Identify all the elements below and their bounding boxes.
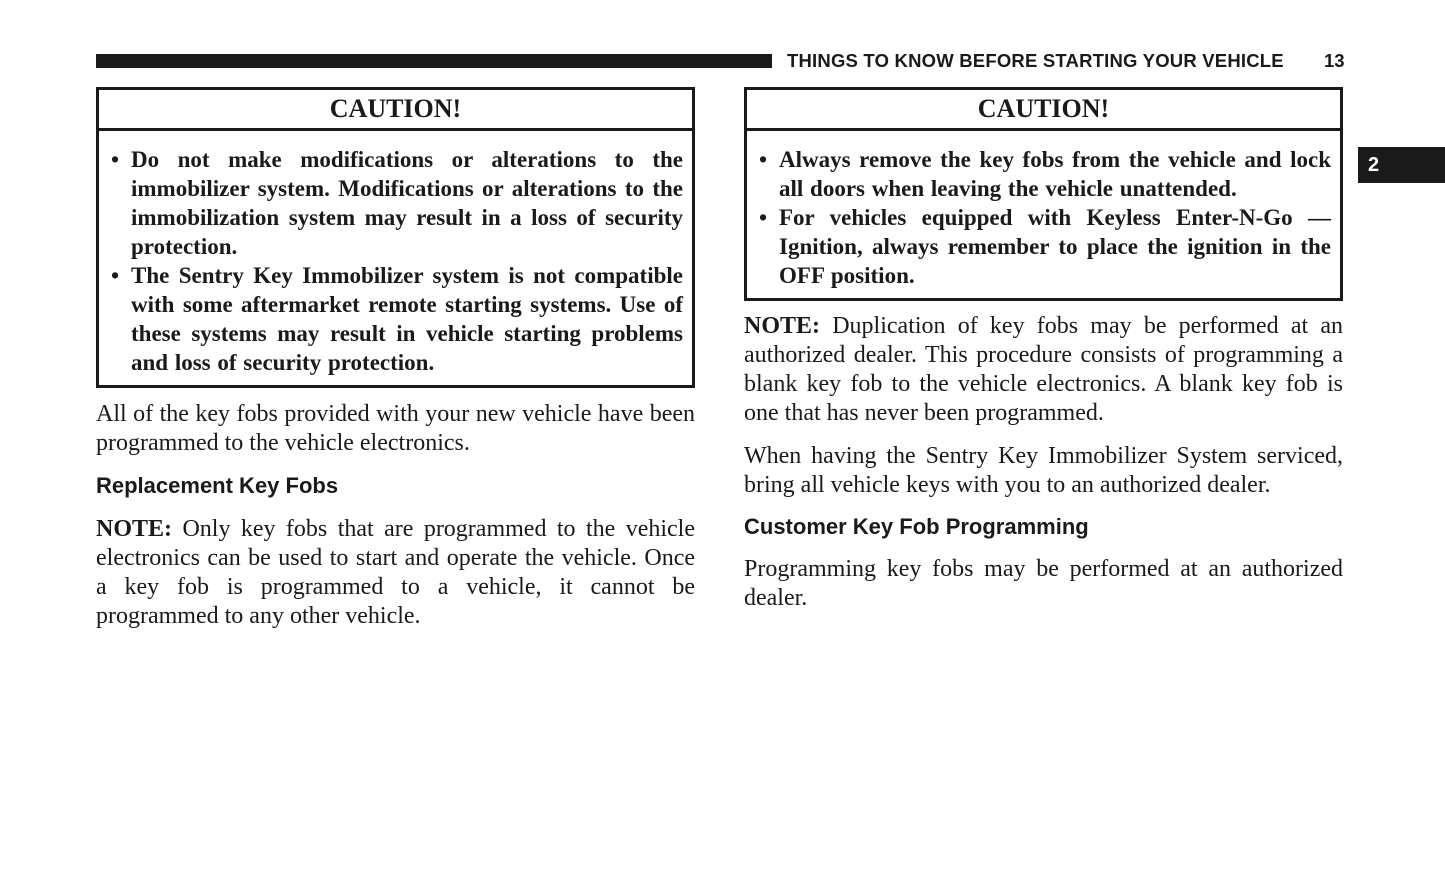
caution-list <box>99 131 692 385</box>
note-text: Duplication of key fobs may be performed at an authorized dealer. This procedure consists of programming a blank key fob to the vehicle electronics. A blank key fob is one that has never been programmed. <box>744 313 1343 426</box>
paragraph-programming-dealer: Programming key fobs may be performed at an authorized dealer. <box>744 556 1343 611</box>
chapter-tab: 2 <box>1358 147 1445 183</box>
caution-box-key-fobs <box>744 87 1343 301</box>
caution-title: CAUTION! <box>99 90 692 131</box>
heading-replacement-key-fobs: Replacement Key Fobs <box>96 473 339 498</box>
right-column <box>744 87 1343 613</box>
note-label: NOTE: <box>96 516 173 542</box>
note-text: Only key fobs that are programmed to the vehicle electronics can be used to start and operate the vehicle. Once a key fob is programmed to a vehicle, it cannot be programmed to any other vehicle. <box>96 516 695 629</box>
caution-item: • Always remove the key fobs from the vehicle and lock all doors when leaving the vehicle unattended. <box>759 145 1331 203</box>
caution-box-immobilizer <box>96 87 695 388</box>
left-column <box>96 87 695 631</box>
caution-item: • For vehicles equipped with Keyless Enter-N-Go — Ignition, always remember to place the ignition in the OFF position. <box>759 203 1331 290</box>
header-rule <box>96 54 772 68</box>
caution-title: CAUTION! <box>747 90 1340 131</box>
running-header-title: THINGS TO KNOW BEFORE STARTING YOUR VEHICLE <box>787 50 1284 71</box>
paragraph-programmed-fobs: All of the key fobs provided with your new vehicle have been programmed to the vehicle electronics. <box>96 401 695 456</box>
caution-item: • Do not make modifications or alterations to the immobilizer system. Modifications or alterations to the immobilization system may result in a loss of security protection. <box>111 145 683 261</box>
paragraph-servicing: When having the Sentry Key Immobilizer System serviced, bring all vehicle keys with you to an authorized dealer. <box>744 443 1343 498</box>
note-paragraph-duplication <box>744 312 1343 428</box>
note-paragraph-replacement <box>96 515 695 631</box>
caution-item: • The Sentry Key Immobilizer system is not compatible with some aftermarket remote starting systems. Use of these systems may result in vehicle starting problems and loss of security protection. <box>111 261 683 377</box>
caution-list <box>747 131 1340 298</box>
page-number: 13 <box>1324 50 1345 71</box>
heading-customer-key-fob-programming: Customer Key Fob Programming <box>744 514 1089 539</box>
note-label: NOTE: <box>744 313 821 339</box>
